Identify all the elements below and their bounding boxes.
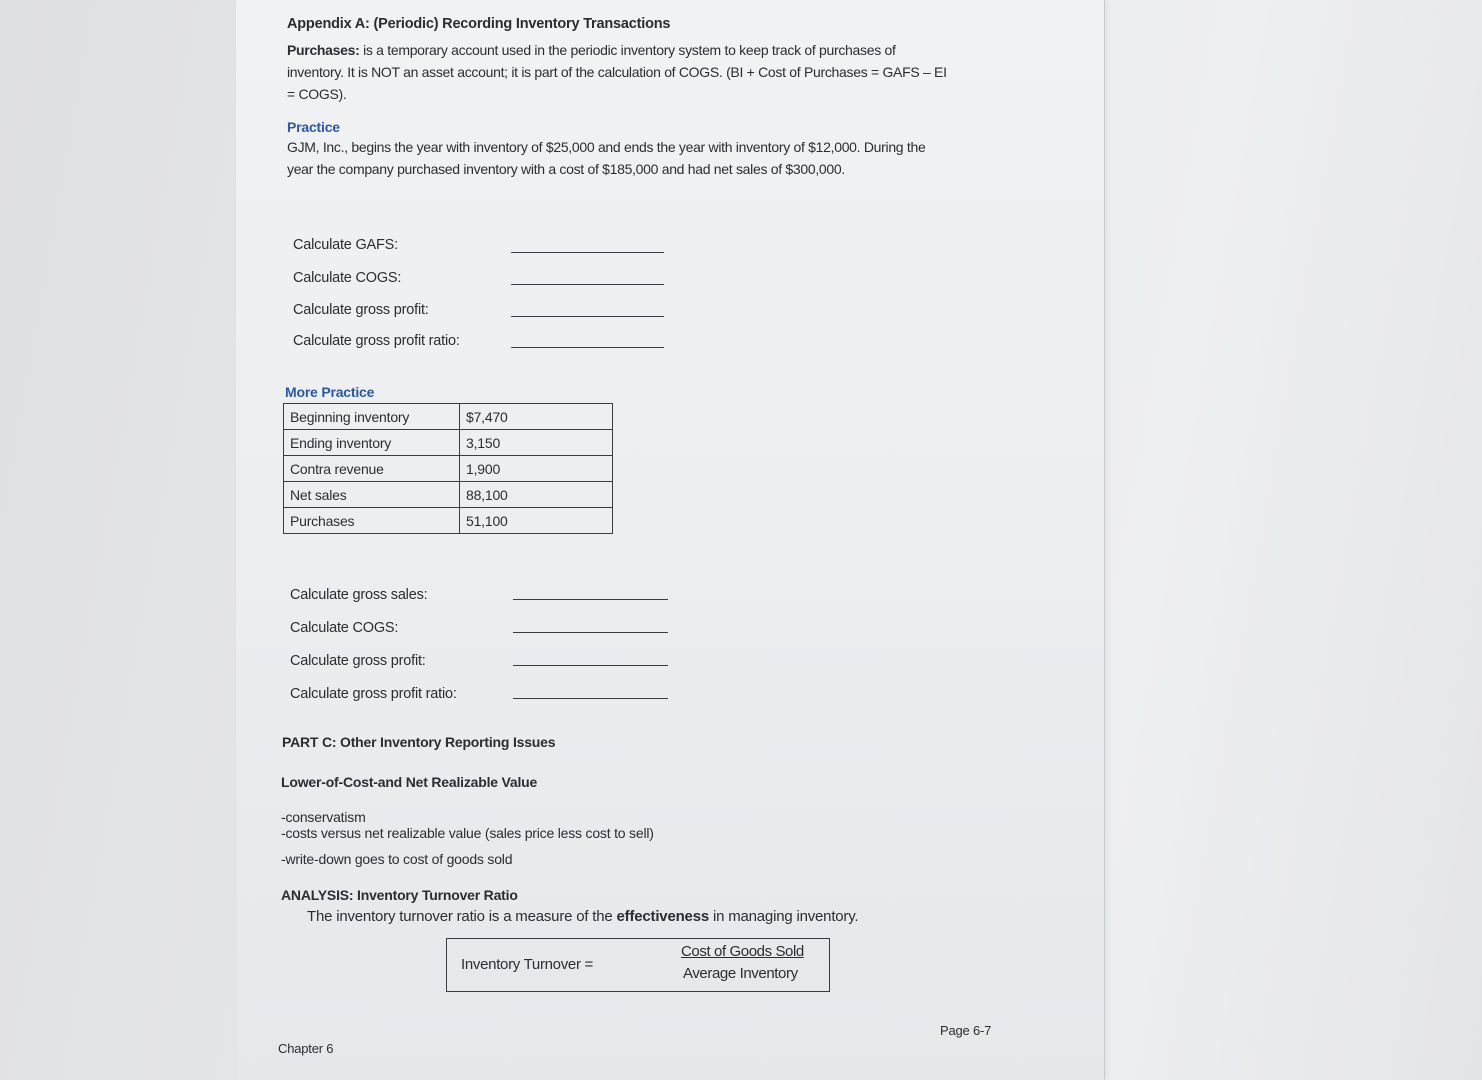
table-cell-label: Purchases	[284, 508, 460, 534]
answer-blank-gross-profit[interactable]	[511, 316, 664, 317]
analysis-intro	[307, 908, 858, 926]
appendix-title: Appendix A: (Periodic) Recording Inventory Transactions	[287, 16, 671, 32]
page-number: Page 6-7	[940, 1023, 992, 1038]
analysis-intro-bold: effectiveness	[616, 908, 709, 925]
table-cell-label: Contra revenue	[284, 456, 460, 482]
practice-question-gross-profit: Calculate gross profit:	[293, 302, 429, 318]
answer-blank-cogs[interactable]	[511, 284, 664, 285]
answer-blank-gross-sales[interactable]	[513, 599, 668, 600]
more-practice-heading: More Practice	[285, 384, 375, 400]
analysis-heading: ANALYSIS: Inventory Turnover Ratio	[281, 887, 518, 903]
practice-problem: GJM, Inc., begins the year with inventory of $25,000 and ends the year with inventory of $12,000. During the year the company purchased inventory with a cost of $185,000 and had net sales of $300,000.	[287, 139, 926, 177]
purchases-term: Purchases:	[287, 42, 360, 58]
bullet-costs-vs-nrv: -costs versus net realizable value (sales price less cost to sell)	[281, 825, 654, 841]
table-cell-value: $7,470	[460, 404, 613, 430]
more-question-cogs: Calculate COGS:	[290, 620, 399, 636]
practice-question-cogs: Calculate COGS:	[293, 270, 402, 286]
answer-blank-gafs[interactable]	[511, 252, 664, 253]
table-cell-value: 88,100	[460, 482, 613, 508]
practice-heading: Practice	[287, 119, 340, 135]
formula-numerator: Cost of Goods Sold	[681, 943, 804, 960]
table-row	[284, 508, 613, 534]
bullet-write-down: -write-down goes to cost of goods sold	[281, 851, 513, 867]
table-cell-value: 3,150	[460, 430, 613, 456]
formula-denominator: Average Inventory	[683, 965, 798, 982]
answer-blank-more-gross-profit-ratio[interactable]	[513, 698, 668, 699]
answer-blank-more-gross-profit[interactable]	[513, 665, 668, 666]
analysis-intro-start: The inventory turnover ratio is a measure of the	[307, 908, 617, 925]
table-cell-value: 1,900	[460, 456, 613, 482]
table-row	[284, 482, 613, 508]
table-cell-label: Net sales	[284, 482, 460, 508]
answer-blank-gross-profit-ratio[interactable]	[511, 347, 664, 348]
more-question-gross-sales: Calculate gross sales:	[290, 587, 428, 603]
purchases-definition	[287, 39, 947, 105]
practice-question-gross-profit-ratio: Calculate gross profit ratio:	[293, 333, 460, 349]
lcnrv-heading: Lower-of-Cost-and Net Realizable Value	[281, 774, 538, 790]
table-cell-value: 51,100	[460, 508, 613, 534]
table-row	[284, 456, 613, 482]
table-row	[284, 404, 613, 430]
chapter-label: Chapter 6	[278, 1041, 334, 1056]
more-practice-table	[283, 403, 613, 534]
practice-question-gafs: Calculate GAFS:	[293, 237, 398, 253]
formula-lhs: Inventory Turnover =	[461, 956, 593, 973]
analysis-intro-end: in managing inventory.	[709, 908, 859, 925]
inventory-turnover-formula	[446, 938, 830, 992]
table-cell-label: Ending inventory	[284, 430, 460, 456]
table-row	[284, 430, 613, 456]
more-question-gross-profit: Calculate gross profit:	[290, 653, 426, 669]
purchases-text: is a temporary account used in the periodic inventory system to keep track of purchases of inventory. It is NOT an asset account; it is part of the calculation of COGS. (BI + Cost of Purchases = GAFS – EI = COGS).	[287, 42, 947, 102]
part-c-heading: PART C: Other Inventory Reporting Issues	[282, 734, 556, 750]
answer-blank-more-cogs[interactable]	[513, 632, 668, 633]
more-question-gross-profit-ratio: Calculate gross profit ratio:	[290, 686, 457, 702]
table-cell-label: Beginning inventory	[284, 404, 460, 430]
bullet-conservatism: -conservatism	[281, 809, 366, 825]
